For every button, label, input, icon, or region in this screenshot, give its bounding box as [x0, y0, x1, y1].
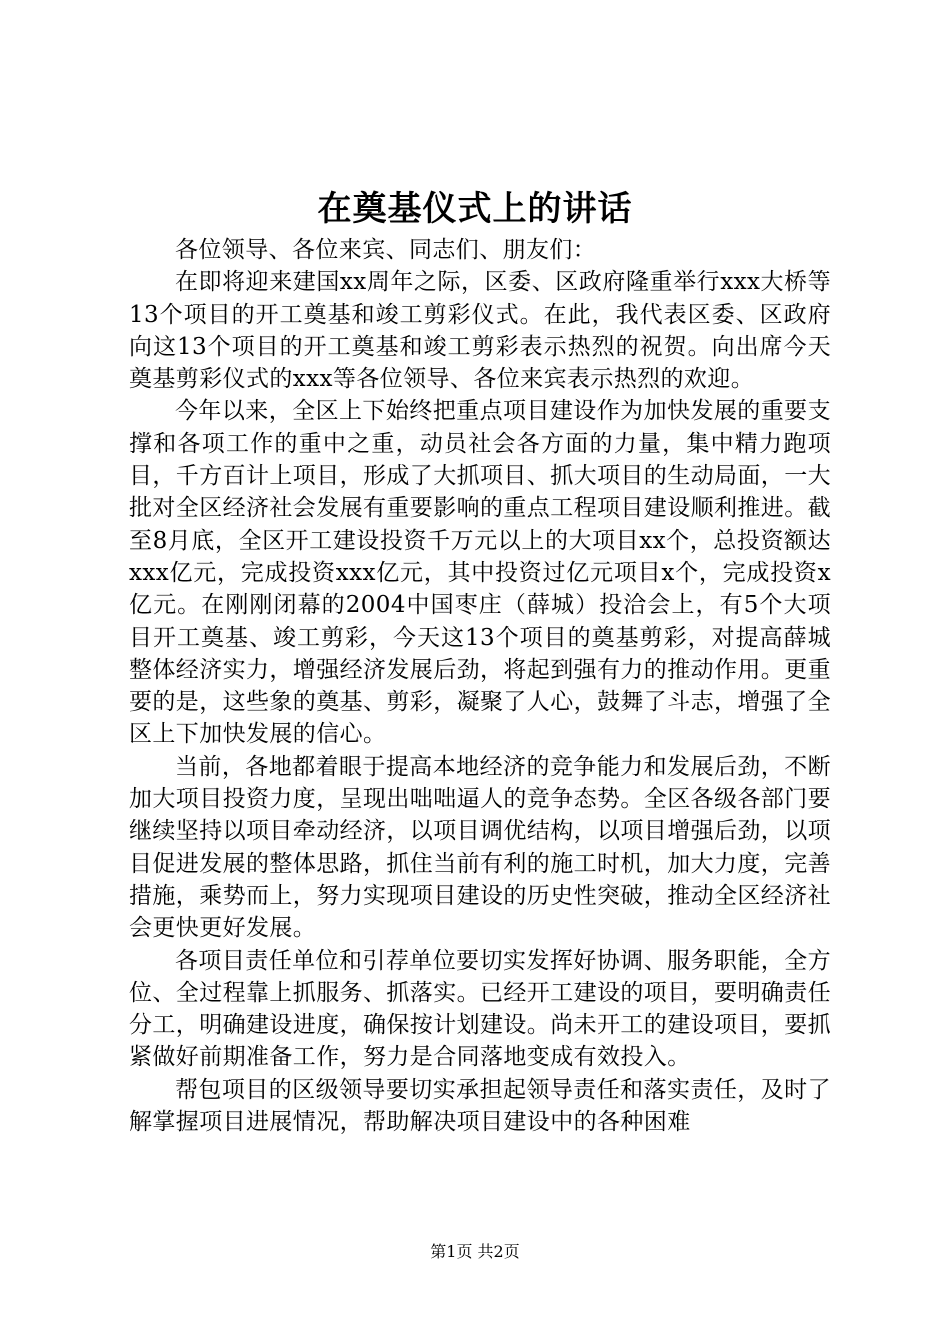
paragraph-salutation: 各位领导、各位来宾、同志们、朋友们：: [175, 237, 597, 263]
paragraph-responsible-units: 各项目责任单位和引荐单位要切实发挥好协调、服务职能，全方位、全过程靠上抓服务、抓落实。已经开工建设的项目，要明确责任分工，明确建设进度，确保按计划建设。尚未开工的建设项目，要抓紧做好前期准备工作，努力是合同落地变成有效投入。: [129, 947, 831, 1071]
paragraph-welcome: 在即将迎来建国xx周年之际，区委、区政府隆重举行xxx大桥等13个项目的开工奠基和竣工剪彩仪式。在此，我代表区委、区政府向这13个项目的开工奠基和竣工剪彩表示热烈的祝贺。向出席今天奠基剪彩仪式的xxx等各位领导、各位来宾表示热烈的欢迎。: [129, 269, 831, 393]
document-title: 在奠基仪式上的讲话: [317, 189, 633, 229]
page-number-footer: 第1页 共2页: [430, 1242, 520, 1261]
document-body: [129, 234, 831, 1138]
paragraph-current-situation: 当前，各地都着眼于提高本地经济的竞争能力和发展后劲，不断加大项目投资力度，呈现出咄咄逼人的竞争态势。全区各级各部门要继续坚持以项目牵动经济，以项目调优结构，以项目增强后劲，以项目促进发展的整体思路，抓住当前有利的施工时机，加大力度，完善措施，乘势而上，努力实现项目建设的历史性突破，推动全区经济社会更快更好发展。: [129, 753, 831, 942]
paragraph-achievements: 今年以来，全区上下始终把重点项目建设作为加快发展的重要支撑和各项工作的重中之重，动员社会各方面的力量，集中精力跑项目，千方百计上项目，形成了大抓项目、抓大项目的生动局面，一大批对全区经济社会发展有重要影响的重点工程项目建设顺利推进。截至8月底，全区开工建设投资千万元以上的大项目xx个，总投资额达xxx亿元，完成投资xxx亿元，其中投资过亿元项目x个，完成投资x亿元。在刚刚闭幕的2004中国枣庄（薛城）投洽会上，有5个大项目开工奠基、竣工剪彩，今天这13个项目的奠基剪彩，对提高薛城整体经济实力，增强经济发展后劲，将起到强有力的推动作用。更重要的是，这些象的奠基、剪彩，凝聚了人心，鼓舞了斗志，增强了全区上下加快发展的信心。: [129, 398, 831, 748]
paragraph-district-leaders: 帮包项目的区级领导要切实承担起领导责任和落实责任，及时了解掌握项目进展情况，帮助解决项目建设中的各种困难: [129, 1076, 831, 1136]
